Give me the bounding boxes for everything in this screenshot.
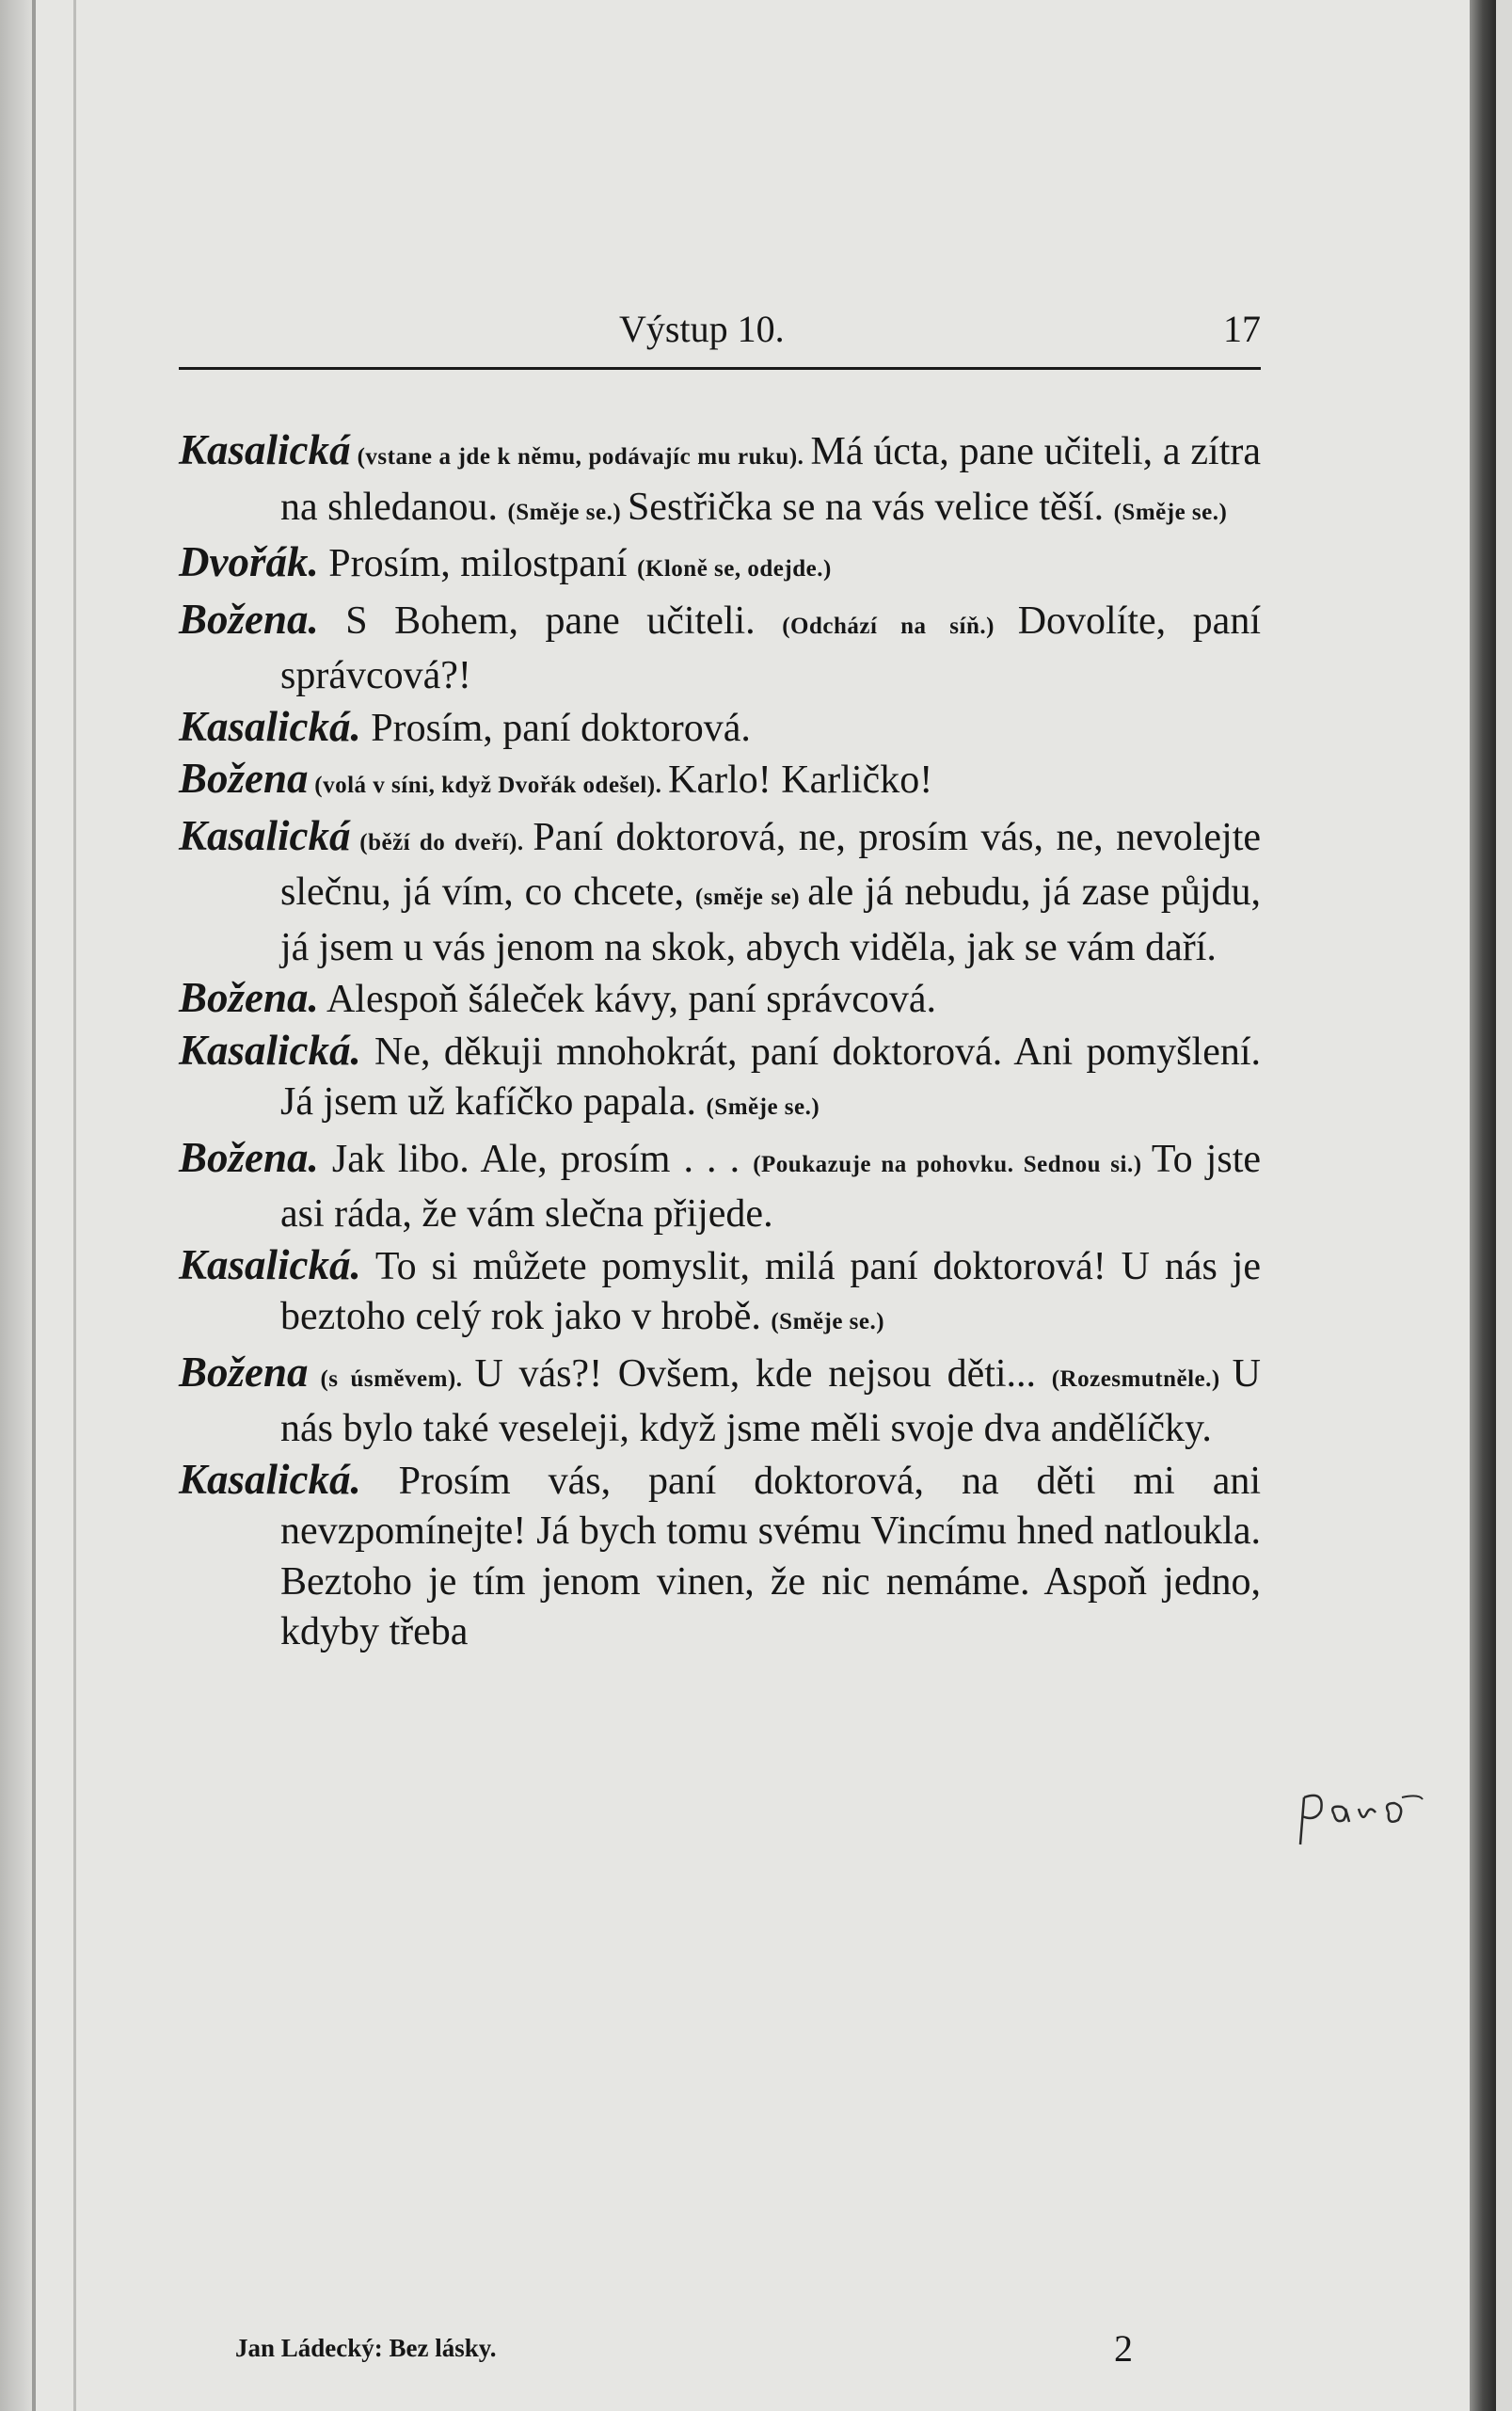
speaker-name: Kasalická. <box>179 702 361 750</box>
speaker-name: Božena. <box>179 1133 319 1181</box>
stage-direction: (vstane a jde k němu, podávajíc mu ruku). <box>350 444 811 470</box>
dialogue-line: Karlo! Karličko! <box>668 758 933 802</box>
stage-direction: (Odchází na síň.) <box>782 613 1018 639</box>
header-rule <box>179 367 1261 370</box>
speaker-name: Kasalická. <box>179 1240 361 1288</box>
stage-direction: (směje se) <box>694 885 808 910</box>
dialogue-line: Dovolíte, paní správcová?! <box>280 599 1261 697</box>
dialogue-paragraph <box>179 702 1261 755</box>
dialogue-line: ale já nebudu, já zase půjdu, já jsem u vás jenom na skok, abych viděla, jak se vám daří. <box>280 870 1261 969</box>
stage-direction: (Poukazuje na pohovku. Sednou si.) <box>753 1151 1152 1177</box>
stage-direction: (Směje se.) <box>706 1094 820 1120</box>
speaker-name: Božena. <box>179 974 319 1021</box>
dialogue-line: Má úcta, pane učiteli, a zítra na shledanou. <box>280 430 1261 529</box>
running-header <box>179 307 1261 363</box>
dialogue-paragraph <box>179 1348 1261 1455</box>
speaker-name: Kasalická. <box>179 1026 361 1074</box>
dialogue-paragraph <box>179 811 1261 974</box>
dialogue-line: To si můžete pomyslit, milá paní doktorová! U nás je beztoho celý rok jako v hrobě. <box>280 1244 1261 1338</box>
dialogue-line: To jste asi ráda, že vám slečna přijede. <box>280 1137 1262 1236</box>
dialogue-line: Prosím, milostpaní <box>318 542 638 585</box>
stage-direction: (volá v síni, když Dvořák odešel). <box>308 773 669 798</box>
dialogue-paragraph <box>179 1455 1261 1658</box>
dialogue-line: Sestřička se na vás velice těší. <box>627 485 1114 529</box>
page-gutter <box>0 0 36 2411</box>
handwritten-marginal-note <box>1297 1769 1447 1854</box>
page-footer <box>235 2327 1176 2381</box>
dialogue-paragraph <box>179 537 1261 595</box>
stage-direction: (Směje se.) <box>1113 499 1228 525</box>
stage-direction: (s úsměvem). <box>308 1365 475 1392</box>
printer-signature: Jan Ládecký: Bez lásky. <box>235 2334 497 2362</box>
dialogue-paragraph <box>179 973 1261 1026</box>
speaker-name: Dvořák. <box>179 538 319 585</box>
dialogue-line: Prosím, paní doktorová. <box>360 706 751 750</box>
page-binding-edge <box>1470 0 1496 2411</box>
dialogue-paragraph <box>179 1240 1261 1348</box>
speaker-name: Božena. <box>179 595 319 643</box>
speaker-name: Božena <box>179 755 309 802</box>
stage-direction: (Rozesmutněle.) <box>1051 1365 1233 1392</box>
signature-number: 2 <box>1114 2327 1133 2370</box>
dialogue-line: Alespoň šáleček kávy, paní správcová. <box>318 978 937 1021</box>
dialogue-line: U nás bylo také veseleji, když jsme měli svoje dva andělíčky. <box>280 1351 1261 1450</box>
speaker-name: Božena <box>179 1348 309 1396</box>
dialogue-line: U vás?! Ovšem, kde nejsou děti... <box>474 1351 1052 1396</box>
stage-direction: (Směje se.) <box>507 499 628 525</box>
speaker-name: Kasalická <box>179 426 351 473</box>
dialogue-paragraph <box>179 595 1261 702</box>
stage-direction: (Směje se.) <box>771 1309 885 1334</box>
dialogue-paragraph <box>179 1133 1261 1240</box>
dialogue-line: Prosím vás, paní doktorová, na děti mi ani nevzpomínejte! Já bych tomu svému Vincímu hned natloukla. Beztoho je tím jenom vinen, že nic nemáme. Aspoň jedno, kdyby třeba <box>280 1459 1261 1653</box>
dialogue-text <box>179 425 1261 1658</box>
dialogue-line: Jak libo. Ale, prosím . . . <box>318 1137 754 1181</box>
dialogue-paragraph <box>179 1026 1261 1133</box>
running-title: Výstup 10. <box>619 308 785 350</box>
dialogue-line: Ne, děkuji mnohokrát, paní doktorová. Ani pomyšlení. Já jsem už kafíčko papala. <box>280 1030 1261 1124</box>
stage-direction: (běží do dveří). <box>350 829 533 855</box>
dialogue-line: S Bohem, pane učiteli. <box>318 599 783 643</box>
speaker-name: Kasalická. <box>179 1455 361 1503</box>
page-number: 17 <box>1223 308 1261 350</box>
dialogue-paragraph <box>179 425 1261 537</box>
stage-direction: (Kloně se, odejde.) <box>637 556 832 582</box>
dialogue-paragraph <box>179 754 1261 811</box>
speaker-name: Kasalická <box>179 811 351 859</box>
dialogue-line: Paní doktorová, ne, prosím vás, ne, nevolejte slečnu, já vím, co chcete, <box>280 815 1261 914</box>
